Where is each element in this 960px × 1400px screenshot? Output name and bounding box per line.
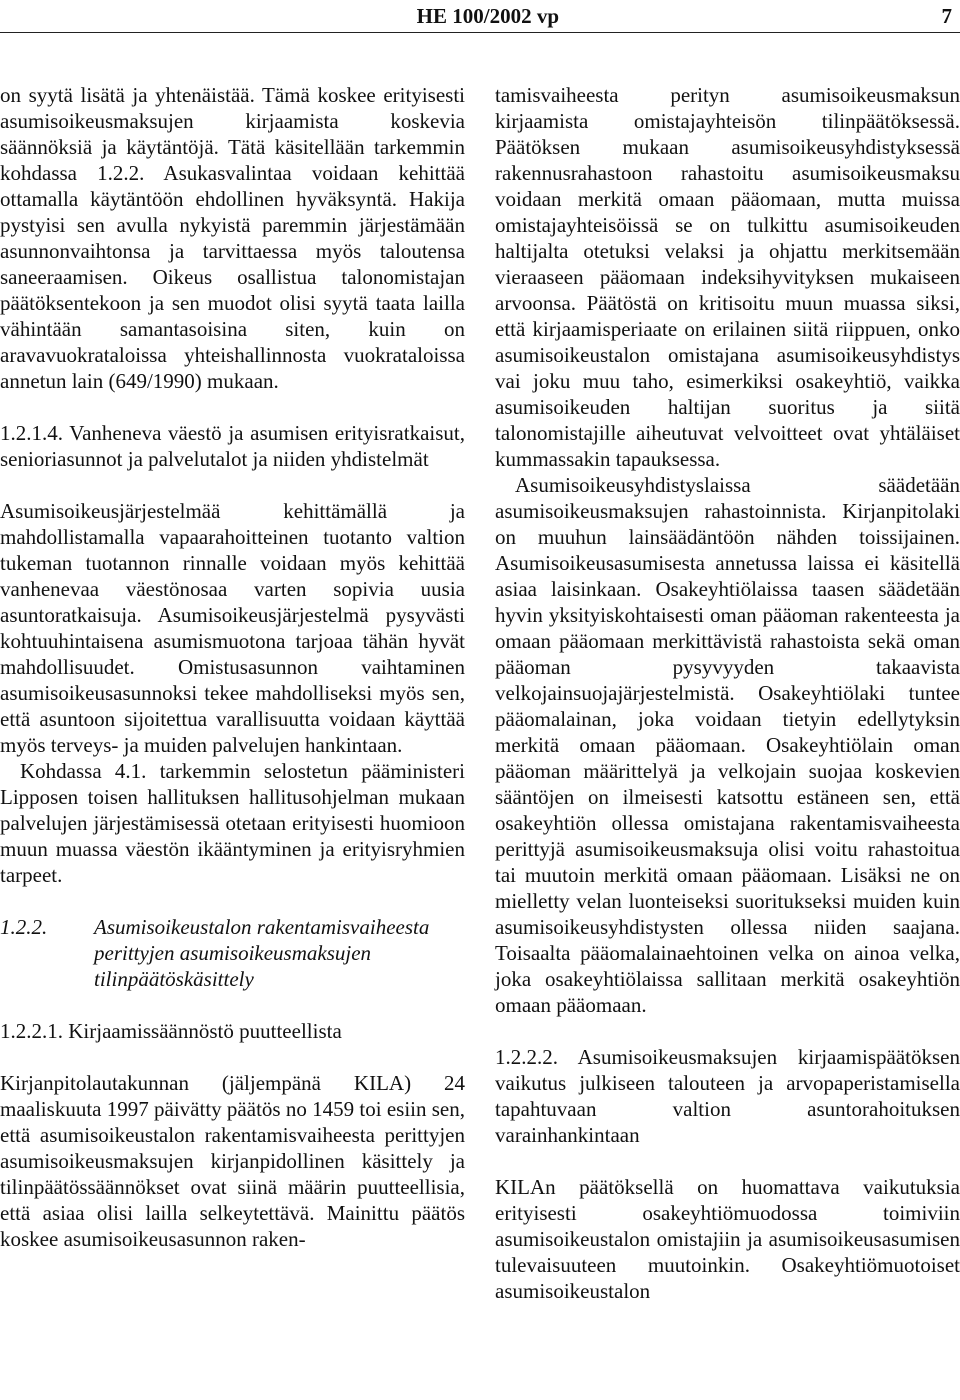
header-divider bbox=[0, 32, 960, 33]
paragraph: Asumisoikeusjärjestelmää kehittämällä ja mahdollistamalla vapaarahoitteinen tuotanto valtion tukeman tuotannon rinnalle voidaan myös kehittää vanhenevaa väestönosaa varten sopivia uusia asuntoratkaisuja. Asumisoikeusjärjestelmä pysyvästi kohtuuhintaisena asumismuotona tarjoaa tähän hyvät mahdollisuudet. Omistusasunnon vaihtaminen asumisoikeusasunnoksi tekee mahdolliseksi myös sen, että asuntoon sijoitettua varallisuutta voidaan käyttää myös terveys- ja muiden palvelujen hankintaan. bbox=[0, 499, 465, 757]
section-heading bbox=[0, 914, 465, 992]
paragraph: Asumisoikeusyhdistyslaissa säädetään asumisoikeusmaksujen rahastoinnista. Kirjanpitolaki on muuhun lainsäädäntöön nähden toissijainen. Asumisoikeusasumisesta annetussa laissa ei käsitellä asiaa laisinkaan. Osakeyhtiölaissa taasen säädetään hyvin yksityiskohtaisesti oman pääoman rakenteesta ja omaan pääomaan merkittävistä rahastoista sekä oman pääoman pysyvyyden takaavista velkojainsuojajärjestelmistä. Osakeyhtiölaki tuntee pääomalainan, joka voidaan tietyin edellytyksin merkitä omaan pääomaan. Osakeyhtiölain oman pääoman määrittelyä ja velkojain suojaa koskevien sääntöjen on ilmeisesti katsottu estäneen sen, että osakeyhtiön ollessa omistajana rakentamisvaiheesta perittyjä asumisoikeusmaksuja olisi voitu rahastoitua tai muutoin merkitä omaan pääomaan. Lisäksi ne on mielletty velan luonteiseksi suoritukseksi muiden kuin asumisoikeusyhdistysten ollessa niiden saajana. Toisaalta pääomalainaehtoinen velka on ainoa velka, joka osakeyhtiölaissa sallitaan merkitä osakeyhtiön omaan pääomaan. bbox=[495, 473, 960, 1017]
paragraph: KILAn päätöksellä on huomattava vaikutuksia erityisesti osakeyhtiömuodossa toimiviin asumisoikeustalon omistajiin ja asumisoikeusasumisen tulevaisuuteen muutoinkin. Osakeyhtiömuotoiset asumisoikeustalon bbox=[495, 1175, 960, 1303]
section-heading: 1.2.1.4. Vanheneva väestö ja asumisen erityisratkaisut, senioriasunnot ja palvelutalot ja niiden yhdistelmät bbox=[0, 421, 465, 471]
right-column bbox=[495, 82, 960, 1304]
page-header bbox=[0, 0, 960, 34]
page-number: 7 bbox=[941, 4, 952, 28]
document-id: HE 100/2002 vp bbox=[416, 4, 559, 28]
section-number: 1.2.2. bbox=[0, 915, 48, 939]
paragraph: Kohdassa 4.1. tarkemmin selostetun pääministeri Lipposen toisen hallituksen hallitusohjelman mukaan palvelujen järjestämisessä otetaan erityisesti huomioon muun muassa väestön ikääntyminen ja erityisryhmien tarpeet. bbox=[0, 759, 465, 887]
paragraph: Kirjanpitolautakunnan (jäljempänä KILA) 24 maaliskuuta 1997 päivätty päätös no 1459 toi esiin sen, että asumisoikeustalon rakentamisvaiheesta perittyjen asumisoikeusmaksujen kirjanpidollinen käsittely ja tilinpäätössäännökset ovat siinä määrin puutteellisia, että asiaa olisi lailla selkeytettävä. Mainittu päätös koskee asumisoikeusasunnon raken- bbox=[0, 1071, 465, 1251]
paragraph: on syytä lisätä ja yhtenäistää. Tämä koskee erityisesti asumisoikeusmaksujen kirjaamista koskevia säännöksiä ja käytäntöjä. Tätä käsitellään tarkemmin kohdassa 1.2.2. Asukasvalintaa voidaan kehittää ottamalla käytäntöön ehdollinen hyväksyntä. Hakija pystyisi sen avulla nykyistä paremmin järjestämään asunnonvaihtonsa ja tarvittaessa myös taloutensa saneeraamisen. Oikeus osallistua talonomistajan päätöksentekoon ja sen muodot olisi syytä taata lailla vähintään samantasoisina siten, kuin on aravavuokrataloissa yhteishallinnosta vuokrataloissa annetun lain (649/1990) mukaan. bbox=[0, 83, 465, 393]
section-heading: 1.2.2.1. Kirjaamissäännöstö puutteellista bbox=[0, 1019, 342, 1043]
section-heading: 1.2.2.2. Asumisoikeusmaksujen kirjaamispäätöksen vaikutus julkiseen talouteen ja arvopaperistamisella tapahtuvaan valtion asuntorahoituksen varainhankintaan bbox=[495, 1045, 960, 1147]
paragraph: tamisvaiheesta perityn asumisoikeusmaksun kirjaamista omistajayhteisön tilinpäätöksessä. Päätöksen mukaan asumisoikeusyhdistyksessä rakennusrahastoon rahastoitu asumisoikeusmaksu voidaan merkitä omaan pääomaan, mutta muissa omistajayhteisöissä se on tulkittu asumisoikeuden haltijalta otetuksi velaksi ja ohjattu merkitsemään vieraaseen pääomaan indeksihyvityksen mukaiseen arvoonsa. Päätöstä on kritisoitu muun muassa siksi, että kirjaamisperiaate on erilainen siitä riippuen, onko asumisoikeustalon omistajana asumisoikeusyhdistys vai joku muu taho, esimerkiksi osakeyhtiö, vaikka asumisoikeuden haltijan suoritus ja siitä talonomistajille aiheutuvat velvoitteet ovat yhtäläiset kummassakin tapauksessa. bbox=[495, 83, 960, 471]
section-title: Asumisoikeustalon rakentamisvaiheesta perittyjen asumisoikeusmaksujen tilinpäätöskäsittely bbox=[94, 915, 430, 991]
left-column bbox=[0, 82, 465, 1252]
